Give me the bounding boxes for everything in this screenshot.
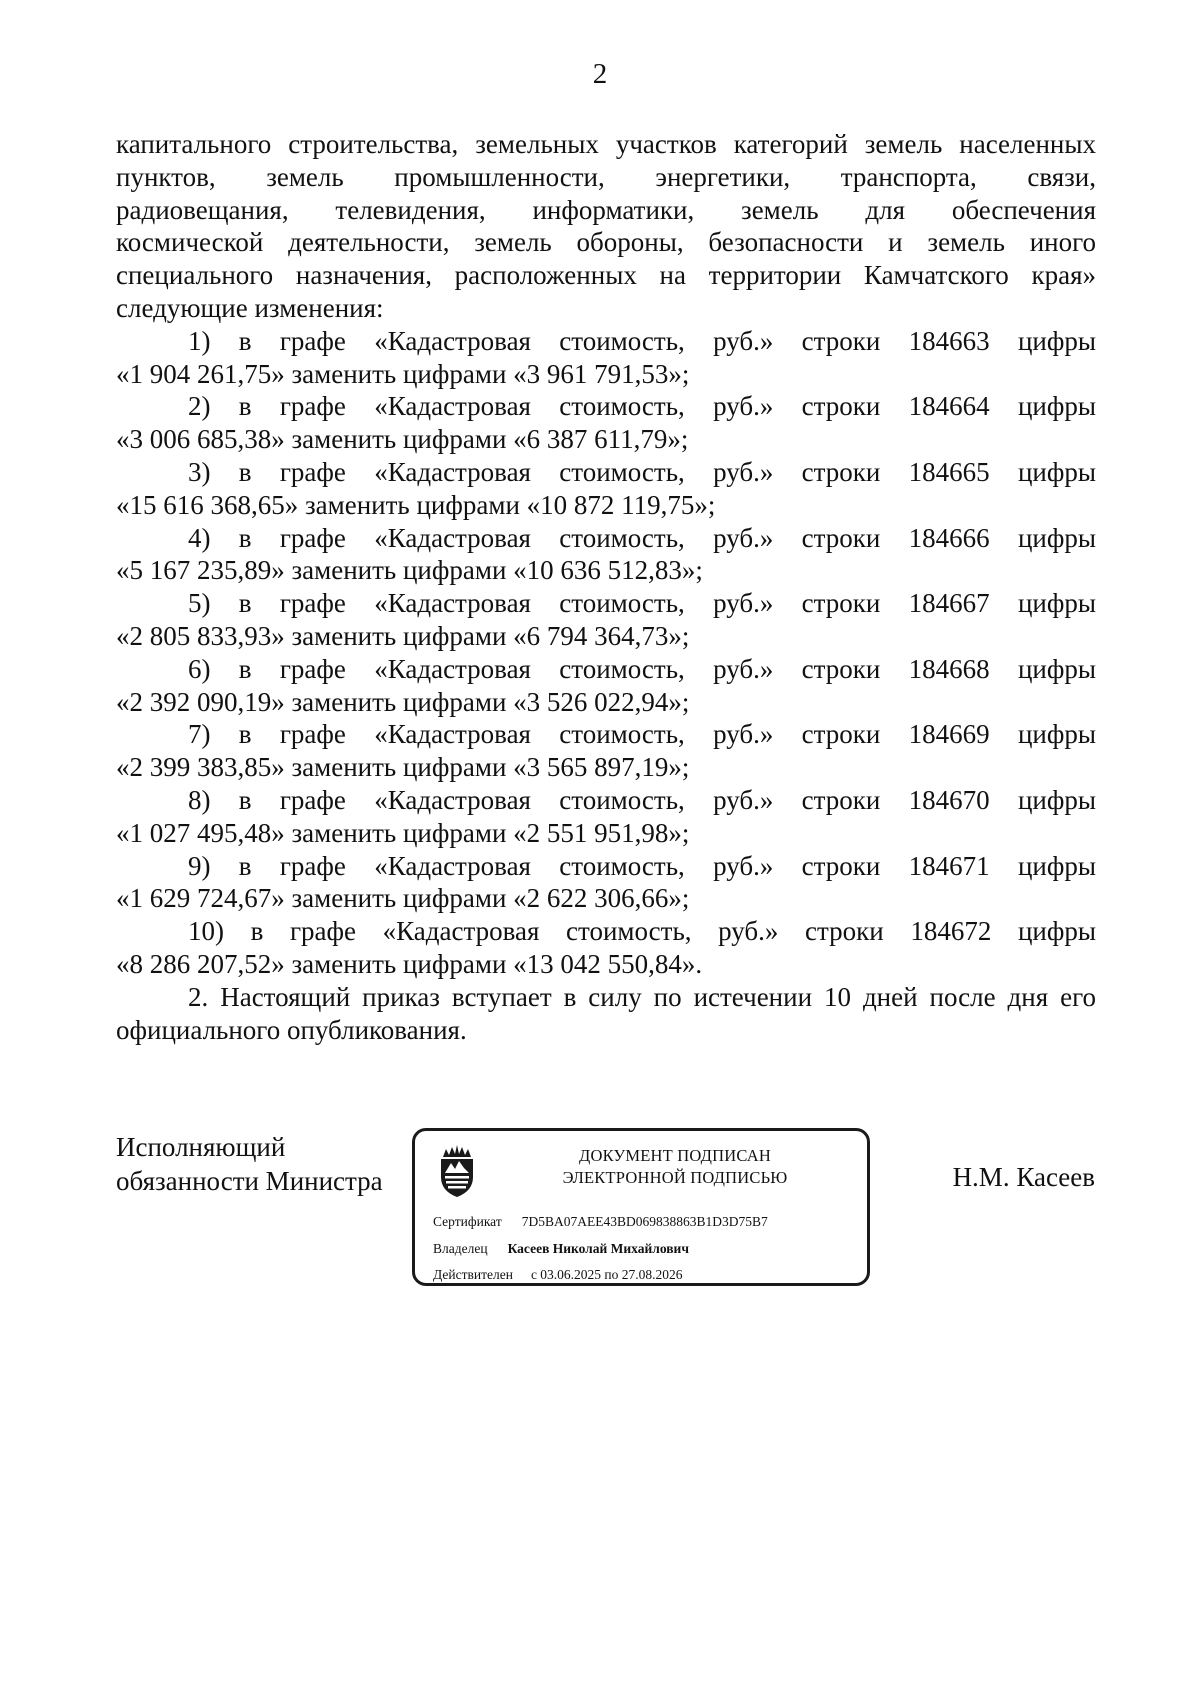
change-item <box>116 850 1096 916</box>
change-item-line2: «1 027 495,48» заменить цифрами «2 551 951,98»; <box>116 817 690 848</box>
intro-line: космической деятельности, земель обороны, безопасности и земель иного <box>116 227 1096 258</box>
signer-name: Н.М. Касеев <box>952 1162 1095 1192</box>
validity-label: Действителен <box>433 1267 513 1282</box>
clause-2-line2: официального опубликования. <box>116 1014 467 1045</box>
change-item-line2: «1 904 261,75» заменить цифрами «3 961 791,53»; <box>116 358 690 389</box>
document-body <box>116 128 1096 1046</box>
signer-position-line1: Исполняющий <box>116 1132 286 1162</box>
signer-position <box>116 1130 383 1198</box>
change-item-line1: 3) в графе «Кадастровая стоимость, руб.» строки 184665 цифры <box>188 456 1096 487</box>
kamchatka-coat-of-arms-icon <box>433 1143 481 1199</box>
electronic-signature-stamp <box>412 1128 870 1286</box>
clause-2 <box>116 981 1096 1047</box>
intro-line: пунктов, земель промышленности, энергетики, транспорта, связи, <box>116 161 1096 192</box>
change-item-line2: «1 629 724,67» заменить цифрами «2 622 306,66»; <box>116 883 690 914</box>
intro-line: специального назначения, расположенных на территории Камчатского края» <box>116 260 1096 291</box>
intro-last-line: следующие изменения: <box>116 292 384 323</box>
change-item <box>116 784 1096 850</box>
owner-label: Владелец <box>433 1241 488 1256</box>
certificate-value: 7D5BA07AEE43BD069838863B1D3D75B7 <box>521 1214 768 1229</box>
change-item-line1: 6) в графе «Кадастровая стоимость, руб.» строки 184668 цифры <box>188 653 1096 684</box>
change-item-line1: 8) в графе «Кадастровая стоимость, руб.» строки 184670 цифры <box>188 784 1096 815</box>
change-item-line1: 2) в графе «Кадастровая стоимость, руб.» строки 184664 цифры <box>188 391 1096 422</box>
change-item <box>116 718 1096 784</box>
change-item <box>116 325 1096 391</box>
change-item <box>116 653 1096 719</box>
intro-line: радиовещания, телевидения, информатики, земель для обеспечения <box>116 194 1096 225</box>
stamp-header-line2: ЭЛЕКТРОННОЙ ПОДПИСЬЮ <box>562 1168 788 1187</box>
change-item-line1: 10) в графе «Кадастровая стоимость, руб.» строки 184672 цифры <box>188 916 1096 947</box>
change-item <box>116 456 1096 522</box>
change-item-line2: «5 167 235,89» заменить цифрами «10 636 512,83»; <box>116 555 703 586</box>
change-item-line1: 1) в графе «Кадастровая стоимость, руб.» строки 184663 цифры <box>188 325 1096 356</box>
stamp-owner-row <box>433 1241 689 1257</box>
signer-position-line2: обязанности Министра <box>116 1166 383 1196</box>
change-item <box>116 587 1096 653</box>
change-item-line1: 4) в графе «Кадастровая стоимость, руб.» строки 184666 цифры <box>188 522 1096 553</box>
change-item-line2: «2 399 383,85» заменить цифрами «3 565 897,19»; <box>116 752 690 783</box>
change-item <box>116 390 1096 456</box>
stamp-header-line1: ДОКУМЕНТ ПОДПИСАН <box>579 1146 771 1165</box>
stamp-validity-row <box>433 1267 683 1283</box>
intro-line: капитального строительства, земельных участков категорий земель населенных <box>116 129 1096 159</box>
change-item-line2: «2 392 090,19» заменить цифрами «3 526 022,94»; <box>116 686 690 717</box>
change-item-line2: «15 616 368,65» заменить цифрами «10 872 119,75»; <box>116 489 716 520</box>
owner-value: Касеев Николай Михайлович <box>507 1241 689 1256</box>
clause-2-line1: 2. Настоящий приказ вступает в силу по истечении 10 дней после дня его <box>188 981 1096 1012</box>
validity-value: с 03.06.2025 по 27.08.2026 <box>530 1267 683 1282</box>
stamp-header <box>495 1145 855 1189</box>
change-item <box>116 522 1096 588</box>
change-item-line1: 9) в графе «Кадастровая стоимость, руб.» строки 184671 цифры <box>188 850 1096 881</box>
stamp-certificate-row <box>433 1214 768 1230</box>
change-item-line2: «2 805 833,93» заменить цифрами «6 794 364,73»; <box>116 620 690 651</box>
change-item-line1: 7) в графе «Кадастровая стоимость, руб.» строки 184669 цифры <box>188 719 1096 750</box>
change-item <box>116 915 1096 981</box>
page-number: 2 <box>592 58 608 90</box>
change-item-line2: «3 006 685,38» заменить цифрами «6 387 611,79»; <box>116 424 689 455</box>
certificate-label: Сертификат <box>433 1214 502 1229</box>
change-item-line2: «8 286 207,52» заменить цифрами «13 042 550,84». <box>116 948 703 979</box>
change-item-line1: 5) в графе «Кадастровая стоимость, руб.» строки 184667 цифры <box>188 588 1096 619</box>
